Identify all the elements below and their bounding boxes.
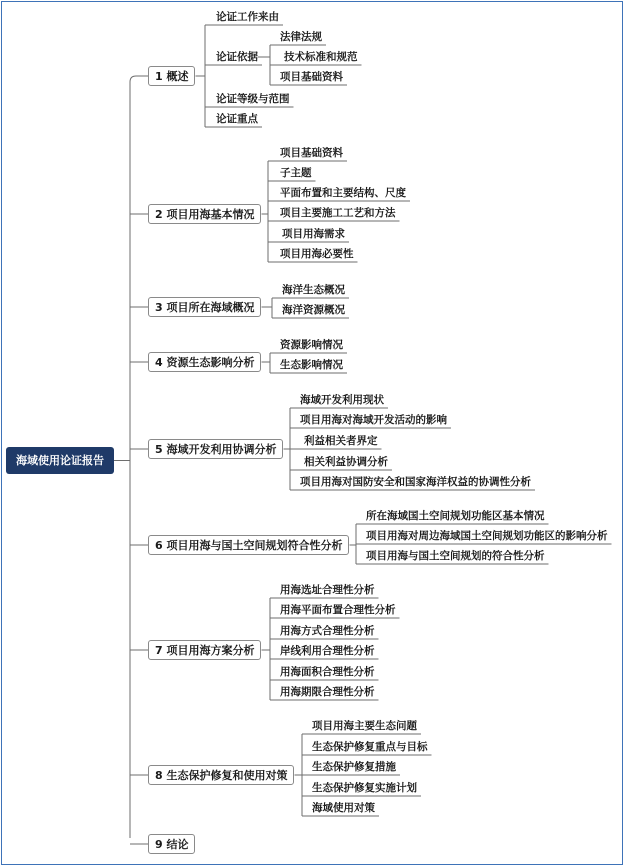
s1-basis-standards: 技术标准和规范 — [284, 51, 358, 63]
s5-item-2: 项目用海对海域开发活动的影响 — [300, 414, 447, 426]
s7-item-2: 用海平面布置合理性分析 — [280, 604, 396, 616]
s2-item-4: 项目主要施工工艺和方法 — [280, 207, 396, 219]
s1-item-basis: 论证依据 — [216, 51, 258, 63]
s3-item-2: 海洋资源概况 — [282, 304, 345, 316]
s8-item-2: 生态保护修复重点与目标 — [312, 741, 428, 753]
s8-item-5: 海域使用对策 — [312, 802, 375, 814]
s6-item-1: 所在海域国土空间规划功能区基本情况 — [366, 510, 545, 522]
s7-item-5: 用海面积合理性分析 — [280, 666, 375, 678]
s2-item-2: 子主题 — [280, 167, 312, 179]
s4-item-1: 资源影响情况 — [280, 339, 343, 351]
s8-item-3: 生态保护修复措施 — [312, 761, 396, 773]
section-6-node: 6 项目用海与国土空间规划符合性分析 — [148, 535, 349, 555]
s5-item-5: 项目用海对国防安全和国家海洋权益的协调性分析 — [300, 476, 531, 488]
s6-item-2: 项目用海对周边海域国土空间规划功能区的影响分析 — [366, 530, 608, 542]
s5-item-4: 相关利益协调分析 — [304, 456, 388, 468]
section-5-node: 5 海域开发利用协调分析 — [148, 439, 283, 459]
s1-item-origin: 论证工作来由 — [216, 11, 279, 23]
section-8-node: 8 生态保护修复和使用对策 — [148, 765, 294, 785]
s5-item-1: 海域开发利用现状 — [300, 394, 384, 406]
s5-item-3: 利益相关者界定 — [304, 435, 378, 447]
s1-basis-project-data: 项目基础资料 — [280, 71, 343, 83]
s3-item-1: 海洋生态概况 — [282, 284, 345, 296]
s7-item-1: 用海选址合理性分析 — [280, 584, 375, 596]
section-7-node: 7 项目用海方案分析 — [148, 640, 261, 660]
s1-basis-law: 法律法规 — [280, 31, 322, 43]
s7-item-6: 用海期限合理性分析 — [280, 686, 375, 698]
s1-item-key-points: 论证重点 — [216, 113, 258, 125]
section-4-node: 4 资源生态影响分析 — [148, 352, 261, 372]
s2-item-3: 平面布置和主要结构、尺度 — [280, 187, 406, 199]
s1-item-level-scope: 论证等级与范围 — [216, 93, 290, 105]
section-1-node: 1 概述 — [148, 66, 195, 86]
s8-item-1: 项目用海主要生态问题 — [312, 720, 417, 732]
root-node: 海域使用论证报告 — [6, 447, 114, 474]
s7-item-3: 用海方式合理性分析 — [280, 625, 375, 637]
s4-item-2: 生态影响情况 — [280, 359, 343, 371]
s8-item-4: 生态保护修复实施计划 — [312, 782, 417, 794]
s2-item-1: 项目基础资料 — [280, 147, 343, 159]
s6-item-3: 项目用海与国土空间规划的符合性分析 — [366, 550, 545, 562]
section-2-node: 2 项目用海基本情况 — [148, 204, 261, 224]
s7-item-4: 岸线利用合理性分析 — [280, 645, 375, 657]
s2-item-6: 项目用海必要性 — [280, 248, 354, 260]
s2-item-5: 项目用海需求 — [282, 228, 345, 240]
section-3-node: 3 项目所在海域概况 — [148, 297, 261, 317]
connector — [130, 76, 148, 82]
section-9-node: 9 结论 — [148, 834, 195, 854]
